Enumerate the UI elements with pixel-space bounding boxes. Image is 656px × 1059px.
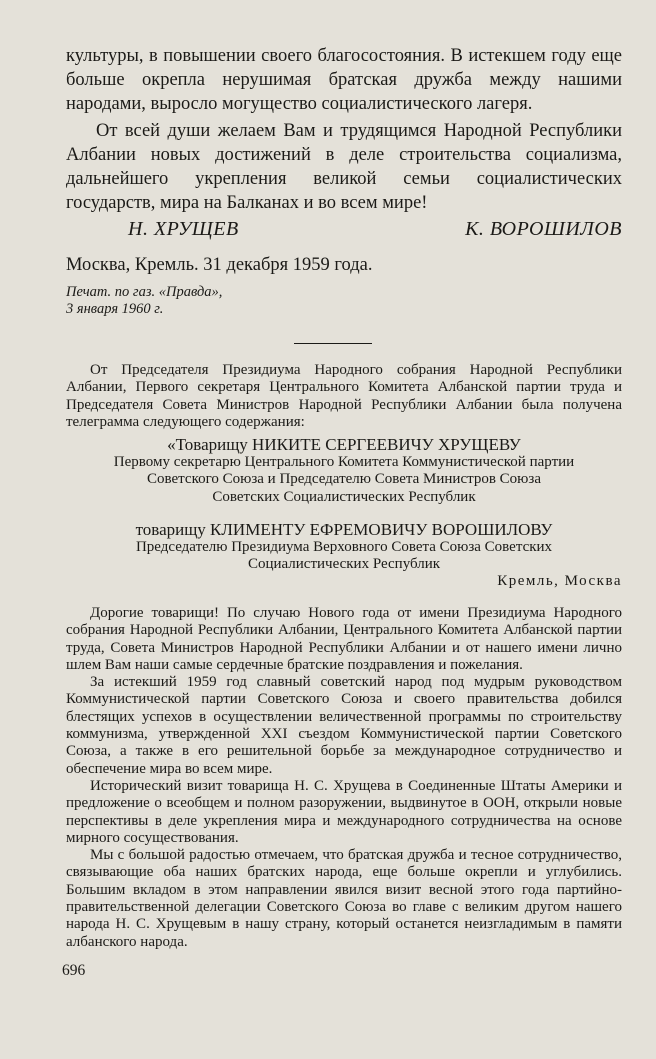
addressee-title-line: Первому секретарю Центрального Комитета Коммунистической партии	[113, 454, 575, 470]
addressee-title-line: Социалистических Республик	[247, 556, 441, 573]
signature-khrushchev: Н. ХРУЩЕВ	[128, 218, 239, 240]
page-number: 696	[62, 962, 86, 979]
paragraph-wishes: От всей души желаем Вам и трудящимся Народной Республики Албании новых достижений в деле строительства социализма, дальнейшего укрепления великой семьи социалистических государств, мира на Балканах и во всем мире!	[66, 121, 622, 213]
source-note	[66, 284, 222, 318]
addressee-title-line: Председателю Президиума Верховного Совета Союза Советских	[135, 539, 553, 555]
addressee-voroshilov	[66, 520, 622, 574]
intro-paragraph: От Председателя Президиума Народного собрания Народной Республики Албании, Первого секретаря Центрального Комитета Албанской партии труда и Председателя Совета Министров Народной Республики Албании была получена телеграмма следующего содержания:	[66, 362, 622, 430]
addressee-name: товарищу КЛИМЕНТУ ЕФРЕМОВИЧУ ВОРОШИЛОВУ	[135, 520, 553, 539]
paragraph-greeting: Дорогие товарищи! По случаю Нового года от имени Президиума Народного собрания Народной Республики Албании, Центрального Комитета Албанской партии труда, Совета Министров Народной Республики Албании и от нашего имени лично шлем Вам наши самые сердечные братские поздравления и пожелания.	[66, 605, 622, 673]
paragraph-continuation: культуры, в повышении своего благосостояния. В истекшем году еще больше окрепла нерушимая братская дружба между нашими народами, выросло могущество социалистического лагеря.	[66, 46, 622, 114]
intro-block	[66, 362, 622, 431]
paragraph-friendship: Мы с большой радостью отмечаем, что братская дружба и тесное сотрудничество, связывающие оба наших братских народа, еще больше окрепли и углубились. Большим вкладом в этом направлении явился визит весной этого года партийно-правительственной делегации Советского Союза во главе с великим другом нашего народа Н. С. Хрущевым в нашу страну, который останется неизгладимым в памяти албанского народа.	[66, 847, 622, 950]
paragraph-visit-usa: Исторический визит товарища Н. С. Хрущева в Соединенные Штаты Америки и предложение о всеобщем и полном разоружении, выдвинутое в ООН, открыли новые перспективы в деле укрепления мира и международного сотрудничества на основе мирного сосуществования.	[66, 777, 622, 846]
telegram-body	[66, 605, 622, 951]
signatures	[66, 218, 622, 244]
top-text	[66, 44, 622, 215]
addressee-title-line: Советских Социалистических Республик	[212, 488, 476, 505]
addressee-name: «Товарищу НИКИТЕ СЕРГЕЕВИЧУ ХРУЩЕВУ	[167, 435, 521, 454]
signature-voroshilov: К. ВОРОШИЛОВ	[465, 218, 622, 240]
kremlin-line: Кремль, Москва	[497, 573, 622, 589]
paragraph-achievements: За истекший 1959 год славный советский народ под мудрым руководством Коммунистической партии Советского Союза и своего правительства добился блестящих успехов в осуществлении величественной программы по строительству коммунизма, утвержденной XXI съездом Коммунистической партии Советского Союза, а также в его решительной борьбе за международное сотрудничество и обеспечение мира во всем мире.	[66, 674, 622, 777]
source-line-1: Печат. по газ. «Правда»,	[66, 284, 223, 300]
addressee-khrushchev	[66, 435, 622, 506]
source-line-2: 3 января 1960 г.	[66, 301, 164, 317]
section-divider	[294, 343, 372, 344]
addressee-title-line: Советского Союза и Председателю Совета Министров Союза	[147, 471, 541, 488]
place-date: Москва, Кремль. 31 декабря 1959 года.	[66, 255, 373, 275]
